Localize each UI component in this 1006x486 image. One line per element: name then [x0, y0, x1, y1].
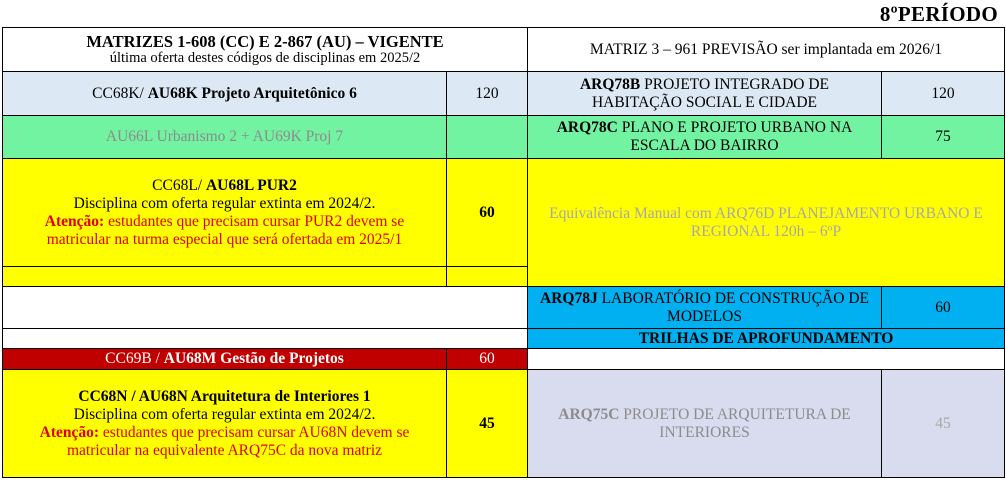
empty-cell [3, 329, 528, 349]
course-cell [3, 349, 447, 370]
section-header-cell: TRILHAS DE APROFUNDAMENTO [528, 329, 1005, 349]
course-note: Disciplina com oferta regular extinta em 2024/2. [73, 194, 376, 212]
spacer-cell [3, 267, 447, 287]
new-course-cell [528, 72, 882, 116]
spacer-cell [447, 267, 528, 287]
hours-cell: 45 [447, 370, 528, 478]
table-row [3, 349, 1005, 370]
new-course-cell [528, 287, 882, 329]
header-right-title: MATRIZ 3 – 961 PREVISÃO ser implantada em 2026/1 [589, 40, 943, 58]
header-row [3, 28, 1005, 72]
header-left-title: MATRIZES 1-608 (CC) E 2-867 (AU) – VIGENTE [86, 31, 444, 51]
table-row [3, 116, 1005, 159]
table-row [3, 329, 1005, 349]
table-row [3, 287, 1005, 329]
new-hours-cell: 60 [882, 287, 1005, 329]
curriculum-table [2, 27, 1005, 478]
new-hours-cell: 45 [882, 370, 1005, 478]
new-course-name: PLANO E PROJETO URBANO NA ESCALA DO BAIRRO [617, 119, 853, 154]
hours-cell: 120 [447, 72, 528, 116]
course-cell: AU66L Urbanismo 2 + AU69K Proj 7 [3, 116, 447, 159]
header-right-cell [528, 28, 1005, 72]
period-title: 8ºPERÍODO [879, 2, 998, 26]
equivalence-text: Equivalência Manual com ARQ76D PLANEJAMENTO URBANO E REGIONAL 120h – 6ºP [549, 204, 983, 240]
new-hours-cell: 75 [882, 116, 1005, 159]
course-name: AU68M Gestão de Projetos [163, 350, 344, 367]
equivalence-cell [528, 159, 1005, 287]
course-name: AU68L PUR2 [205, 176, 297, 194]
course-name: AU68K Projeto Arquitetônico 6 [147, 84, 357, 102]
attention-text: estudantes que precisam cursar AU68N devem se matricular na equivalente ARQ75C da nova matriz [66, 423, 410, 459]
course-code: CC69B / [105, 350, 164, 367]
empty-cell [3, 287, 528, 329]
course-cell [3, 72, 447, 116]
hours-cell: 60 [447, 159, 528, 267]
table-row [3, 370, 1005, 478]
hours-cell [447, 116, 528, 159]
new-course-code: ARQ78B [579, 75, 641, 93]
hours-cell: 60 [447, 349, 528, 370]
course-cell [3, 159, 447, 267]
new-course-code: ARQ75C [558, 405, 620, 423]
new-course-cell [528, 370, 882, 478]
new-course-code: ARQ78J [540, 289, 598, 307]
course-code: CC68L/ [152, 176, 206, 194]
new-course-cell [528, 116, 882, 159]
attention-label: Atenção: [44, 212, 105, 230]
new-hours-cell: 120 [882, 72, 1005, 116]
course-name: AU68N Arquitetura de Interiores 1 [138, 387, 371, 405]
course-cell [3, 370, 447, 478]
new-course-code: ARQ78C [556, 119, 618, 136]
new-course-name: PROJETO INTEGRADO DE HABITAÇÃO SOCIAL E CIDADE [591, 75, 830, 111]
attention-label: Atenção: [39, 423, 100, 441]
table-row [3, 72, 1005, 116]
table-row [3, 159, 1005, 267]
new-course-name: PROJETO DE ARQUITETURA DE INTERIORES [619, 405, 851, 441]
new-course-name: LABORATÓRIO DE CONSTRUÇÃO DE MODELOS [597, 289, 869, 325]
course-code: CC68N / [78, 387, 139, 405]
empty-cell [528, 349, 1005, 370]
header-left-cell [3, 28, 528, 72]
attention-text: estudantes que precisam cursar PUR2 devem se matricular na turma especial que será ofertada em 2025/1 [46, 212, 405, 248]
course-note: Disciplina com oferta regular extinta em 2024/2. [73, 405, 376, 423]
header-left-subtitle: última oferta destes códigos de disciplinas em 2025/2 [109, 49, 421, 66]
course-code: CC68K/ [92, 84, 148, 102]
